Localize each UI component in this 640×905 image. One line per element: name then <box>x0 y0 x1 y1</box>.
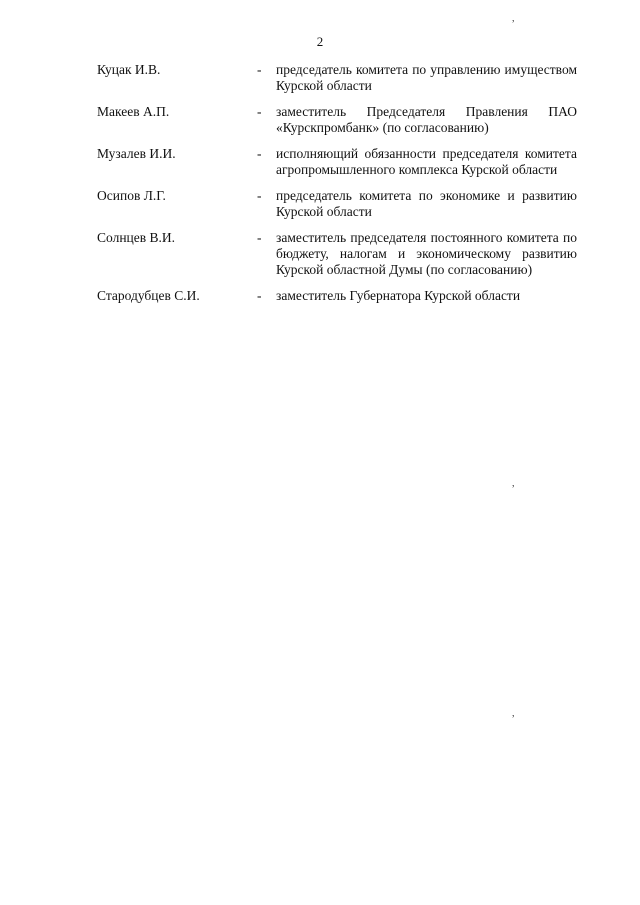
member-row <box>97 188 577 220</box>
member-name: Солнцев В.И. <box>97 230 176 245</box>
member-row <box>97 288 577 304</box>
member-role: заместитель Председателя Правления ПАО «Курскпромбанк» (по согласованию) <box>276 104 577 135</box>
member-name: Музалев И.И. <box>97 146 176 161</box>
member-row <box>97 230 577 278</box>
member-dash: - <box>257 104 262 119</box>
member-dash: - <box>257 62 262 77</box>
member-name: Куцак И.В. <box>97 62 161 77</box>
member-name: Стародубцев С.И. <box>97 288 200 303</box>
scan-mark: , <box>512 708 515 719</box>
member-role: исполняющий обязанности председателя комитета агропромышленного комплекса Курской области <box>276 146 577 177</box>
member-name: Осипов Л.Г. <box>97 188 166 203</box>
page-number: 2 <box>316 34 324 49</box>
member-dash: - <box>257 230 262 245</box>
scan-mark: , <box>512 478 515 489</box>
member-role: заместитель председателя постоянного комитета по бюджету, налогам и экономическому развитию Курской областной Думы (по согласованию) <box>276 230 577 277</box>
member-role: председатель комитета по экономике и развитию Курской области <box>276 188 577 219</box>
member-role: заместитель Губернатора Курской области <box>276 288 521 303</box>
member-dash: - <box>257 146 262 161</box>
member-role: председатель комитета по управлению имуществом Курской области <box>276 62 577 93</box>
member-row <box>97 146 577 178</box>
member-dash: - <box>257 288 262 303</box>
member-row <box>97 104 577 136</box>
member-row <box>97 62 577 94</box>
scan-mark: , <box>512 13 515 24</box>
member-name: Макеев А.П. <box>97 104 170 119</box>
member-dash: - <box>257 188 262 203</box>
commission-member-list <box>97 62 577 314</box>
